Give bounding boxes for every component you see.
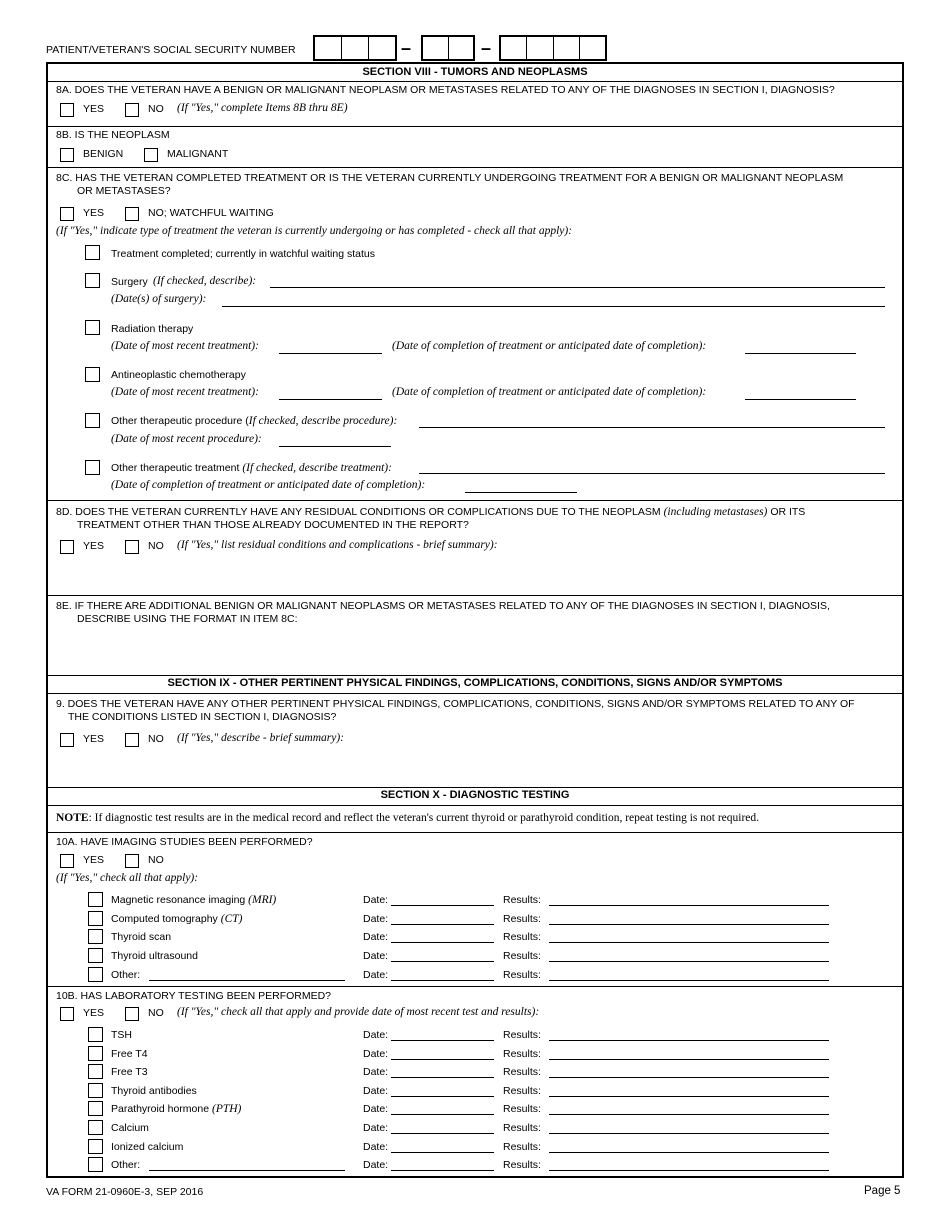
q8d-no-label: NO	[148, 540, 164, 552]
surgery-dates-field[interactable]	[222, 306, 885, 307]
q8b-malignant-checkbox[interactable]	[144, 148, 158, 162]
lab-free-t4-results-field[interactable]	[549, 1059, 829, 1060]
chemo-completion-date-field[interactable]	[745, 399, 856, 400]
lab-ionized-calcium-date-field[interactable]	[391, 1152, 494, 1153]
imaging-computed-tomography-label: Computed tomography (CT)	[111, 912, 243, 925]
other-procedure-date-field[interactable]	[279, 446, 391, 447]
imaging-thyroid-scan-label: Thyroid scan	[111, 931, 172, 944]
surgery-checkbox[interactable]	[85, 273, 100, 288]
q9-label: 9. DOES THE VETERAN HAVE ANY OTHER PERTINENT PHYSICAL FINDINGS, COMPLICATIONS, CONDITIONS, SIGNS AND/OR SYMPTOMS RELATED TO ANY OF	[56, 698, 855, 710]
lab-other-results-label: Results:	[503, 1159, 541, 1172]
form-number: VA FORM 21-0960E-3, SEP 2016	[46, 1186, 204, 1198]
chemo-recent-date-field[interactable]	[279, 399, 382, 400]
imaging-other-results-field[interactable]	[549, 980, 829, 981]
other-procedure-label: Other therapeutic procedure (If checked, describe procedure):	[111, 415, 398, 427]
lab-parathyroid-hormone-checkbox[interactable]	[88, 1101, 103, 1116]
lab-parathyroid-hormone-date-label: Date:	[363, 1103, 389, 1116]
imaging-thyroid-scan-results-label: Results:	[503, 931, 541, 944]
treatment-completed-checkbox[interactable]	[85, 245, 100, 260]
lab-other-label: Other:	[111, 1159, 141, 1172]
imaging-thyroid-ultrasound-date-field[interactable]	[391, 961, 494, 962]
ssn-dash: –	[401, 38, 412, 58]
lab-ionized-calcium-results-field[interactable]	[549, 1152, 829, 1153]
q10b-no-checkbox[interactable]	[125, 1007, 139, 1021]
q8c-no-label: NO; WATCHFUL WAITING	[148, 207, 274, 219]
imaging-magnetic-resonance-imaging-date-label: Date:	[363, 894, 389, 906]
imaging-thyroid-scan-date-field[interactable]	[391, 942, 494, 943]
lab-parathyroid-hormone-date-field[interactable]	[391, 1114, 494, 1115]
imaging-magnetic-resonance-imaging-results-label: Results:	[503, 894, 541, 906]
other-treatment-label: Other therapeutic treatment (If checked, describe treatment):	[111, 462, 392, 474]
ssn-field-serial[interactable]	[499, 35, 607, 61]
lab-parathyroid-hormone-results-label: Results:	[503, 1103, 541, 1116]
q9-yes-label: YES	[83, 733, 105, 745]
imaging-magnetic-resonance-imaging-checkbox[interactable]	[88, 892, 103, 907]
q8d-no-checkbox[interactable]	[125, 540, 139, 554]
lab-calcium-date-field[interactable]	[391, 1133, 494, 1134]
q9-label-cont: THE CONDITIONS LISTED IN SECTION I, DIAGNOSIS?	[68, 711, 337, 723]
q8c-note: (If "Yes," indicate type of treatment the veteran is currently undergoing or has completed - check all that apply):	[56, 225, 573, 237]
q8e-label: 8E. IF THERE ARE ADDITIONAL BENIGN OR MALIGNANT NEOPLASMS OR METASTASES RELATED TO ANY OF THE DIAGNOSES IN SECTION I, DIAGNOSIS,	[56, 600, 830, 612]
q8d-label-cont: TREATMENT OTHER THAN THOSE ALREADY DOCUMENTED IN THE REPORT?	[77, 519, 469, 531]
radiation-completion-label: (Date of completion of treatment or anticipated date of completion):	[392, 340, 707, 352]
lab-calcium-results-label: Results:	[503, 1122, 541, 1134]
surgery-label: Surgery	[111, 276, 148, 288]
q10a-no-label: NO	[148, 854, 164, 866]
lab-calcium-checkbox[interactable]	[88, 1120, 103, 1135]
imaging-thyroid-ultrasound-results-label: Results:	[503, 950, 541, 963]
lab-tsh-date-label: Date:	[363, 1029, 389, 1041]
lab-calcium-date-label: Date:	[363, 1122, 389, 1134]
q8a-yes-label: YES	[83, 103, 105, 115]
q10b-no-label: NO	[148, 1007, 164, 1019]
other-treatment-completion-label: (Date of completion of treatment or anticipated date of completion):	[111, 479, 426, 491]
q10a-no-checkbox[interactable]	[125, 854, 139, 868]
imaging-other-description-field[interactable]	[149, 980, 345, 981]
lab-parathyroid-hormone-label: Parathyroid hormone (PTH)	[111, 1103, 242, 1116]
imaging-computed-tomography-results-label: Results:	[503, 912, 541, 925]
lab-thyroid-antibodies-results-field[interactable]	[549, 1096, 829, 1097]
q10a-note: (If "Yes," check all that apply):	[56, 872, 199, 884]
imaging-magnetic-resonance-imaging-results-field[interactable]	[549, 905, 829, 906]
imaging-thyroid-ultrasound-checkbox[interactable]	[88, 948, 103, 963]
q8a-no-label: NO	[148, 103, 164, 115]
q9-note: (If "Yes," describe - brief summary):	[177, 732, 345, 744]
q10a-yes-label: YES	[83, 854, 105, 866]
q8d-yes-label: YES	[83, 540, 105, 552]
ssn-field-area[interactable]	[313, 35, 397, 61]
chemo-checkbox[interactable]	[85, 367, 100, 382]
lab-free-t3-label: Free T3	[111, 1066, 148, 1079]
imaging-other-date-field[interactable]	[391, 980, 494, 981]
q8a-note: (If "Yes," complete Items 8B thru 8E)	[177, 102, 348, 114]
radiation-recent-date-field[interactable]	[279, 353, 382, 354]
radiation-label: Radiation therapy	[111, 323, 194, 335]
q8c-label-cont: OR METASTASES?	[77, 185, 171, 197]
lab-tsh-results-label: Results:	[503, 1029, 541, 1041]
q10b-yes-checkbox[interactable]	[60, 1007, 74, 1021]
lab-calcium-label: Calcium	[111, 1122, 149, 1134]
lab-ionized-calcium-label: Ionized calcium	[111, 1140, 184, 1153]
q8c-label: 8C. HAS THE VETERAN COMPLETED TREATMENT OR IS THE VETERAN CURRENTLY UNDERGOING TREATMENT FOR A BENIGN OR MALIGNANT NEOPLASM	[56, 172, 844, 184]
lab-free-t3-results-field[interactable]	[549, 1077, 829, 1078]
imaging-thyroid-scan-results-field[interactable]	[549, 942, 829, 943]
q8a-label: 8A. DOES THE VETERAN HAVE A BENIGN OR MALIGNANT NEOPLASM OR METASTASES RELATED TO ANY OF THE DIAGNOSES IN SECTION I, DIAGNOSIS?	[56, 84, 835, 96]
q10b-yes-label: YES	[83, 1007, 105, 1019]
lab-other-date-field[interactable]	[391, 1170, 494, 1171]
q8b-benign-label: BENIGN	[83, 148, 124, 160]
other-procedure-checkbox[interactable]	[85, 413, 100, 428]
q10a-yes-checkbox[interactable]	[60, 854, 74, 868]
ssn-field-group[interactable]	[421, 35, 475, 61]
q8b-label: 8B. IS THE NEOPLASM	[56, 129, 170, 141]
page-number: Page 5	[864, 1185, 901, 1197]
q8d-yes-checkbox[interactable]	[60, 540, 74, 554]
lab-thyroid-antibodies-date-label: Date:	[363, 1084, 389, 1097]
lab-thyroid-antibodies-results-label: Results:	[503, 1084, 541, 1097]
treatment-completed-label: Treatment completed; currently in watchful waiting status	[111, 248, 375, 260]
lab-parathyroid-hormone-results-field[interactable]	[549, 1114, 829, 1115]
lab-free-t3-results-label: Results:	[503, 1066, 541, 1079]
imaging-computed-tomography-results-field[interactable]	[549, 924, 829, 925]
q10b-note: (If "Yes," check all that apply and provide date of most recent test and results):	[177, 1006, 540, 1018]
q10b-label: 10B. HAS LABORATORY TESTING BEEN PERFORMED?	[56, 990, 332, 1002]
other-procedure-description-field[interactable]	[419, 427, 885, 428]
lab-free-t4-label: Free T4	[111, 1047, 148, 1060]
section-9-title: SECTION IX - OTHER PERTINENT PHYSICAL FINDINGS, COMPLICATIONS, CONDITIONS, SIGNS AND/OR SYMPTOMS	[167, 677, 783, 689]
imaging-thyroid-scan-date-label: Date:	[363, 931, 389, 944]
q8a-yes-checkbox[interactable]	[60, 103, 74, 117]
lab-other-results-field[interactable]	[549, 1170, 829, 1171]
lab-tsh-checkbox[interactable]	[88, 1027, 103, 1042]
q8d-label: 8D. DOES THE VETERAN CURRENTLY HAVE ANY RESIDUAL CONDITIONS OR COMPLICATIONS DUE TO THE NEOPLASM (including metastases) OR ITS	[56, 506, 806, 518]
lab-ionized-calcium-date-label: Date:	[363, 1140, 389, 1153]
other-treatment-completion-date-field[interactable]	[465, 492, 577, 493]
lab-other-description-field[interactable]	[149, 1170, 345, 1171]
imaging-computed-tomography-date-label: Date:	[363, 912, 389, 925]
lab-free-t3-checkbox[interactable]	[88, 1064, 103, 1079]
lab-other-checkbox[interactable]	[88, 1157, 103, 1172]
q10a-label: 10A. HAVE IMAGING STUDIES BEEN PERFORMED?	[56, 836, 313, 848]
chemo-completion-label: (Date of completion of treatment or anticipated date of completion):	[392, 386, 707, 398]
radiation-recent-label: (Date of most recent treatment):	[111, 340, 259, 352]
surgery-description-field[interactable]	[270, 287, 885, 288]
lab-free-t4-checkbox[interactable]	[88, 1046, 103, 1061]
q8b-benign-checkbox[interactable]	[60, 148, 74, 162]
imaging-computed-tomography-date-field[interactable]	[391, 924, 494, 925]
radiation-completion-date-field[interactable]	[745, 353, 856, 354]
imaging-magnetic-resonance-imaging-label: Magnetic resonance imaging (MRI)	[111, 894, 277, 906]
other-procedure-recent-label: (Date of most recent procedure):	[111, 433, 262, 445]
lab-ionized-calcium-results-label: Results:	[503, 1140, 541, 1153]
lab-free-t3-date-field[interactable]	[391, 1077, 494, 1078]
lab-free-t4-results-label: Results:	[503, 1047, 541, 1060]
ssn-dash: –	[481, 38, 492, 58]
q9-yes-checkbox[interactable]	[60, 733, 74, 747]
q8d-note: (If "Yes," list residual conditions and complications - brief summary):	[177, 539, 498, 551]
imaging-magnetic-resonance-imaging-date-field[interactable]	[391, 905, 494, 906]
lab-calcium-results-field[interactable]	[549, 1133, 829, 1134]
q8a-no-checkbox[interactable]	[125, 103, 139, 117]
imaging-other-label: Other:	[111, 968, 141, 981]
lab-tsh-results-field[interactable]	[549, 1040, 829, 1041]
radiation-checkbox[interactable]	[85, 320, 100, 335]
q9-no-checkbox[interactable]	[125, 733, 139, 747]
q8c-yes-checkbox[interactable]	[60, 207, 74, 221]
section-10-title: SECTION X - DIAGNOSTIC TESTING	[380, 789, 570, 801]
imaging-thyroid-scan-checkbox[interactable]	[88, 929, 103, 944]
section-8-title: SECTION VIII - TUMORS AND NEOPLASMS	[362, 66, 588, 78]
lab-other-date-label: Date:	[363, 1159, 389, 1172]
imaging-computed-tomography-checkbox[interactable]	[88, 911, 103, 926]
other-treatment-description-field[interactable]	[419, 473, 885, 474]
q8b-malignant-label: MALIGNANT	[167, 148, 229, 160]
surgery-desc-label: (If checked, describe):	[153, 275, 257, 287]
lab-thyroid-antibodies-label: Thyroid antibodies	[111, 1084, 197, 1097]
q8c-yes-label: YES	[83, 207, 105, 219]
surgery-dates-label: (Date(s) of surgery):	[111, 293, 207, 305]
imaging-thyroid-ultrasound-date-label: Date:	[363, 950, 389, 963]
lab-free-t4-date-field[interactable]	[391, 1059, 494, 1060]
imaging-other-date-label: Date:	[363, 968, 389, 981]
q8e-label-cont: DESCRIBE USING THE FORMAT IN ITEM 8C:	[77, 613, 298, 625]
lab-tsh-date-field[interactable]	[391, 1040, 494, 1041]
q8c-no-checkbox[interactable]	[125, 207, 139, 221]
chemo-label: Antineoplastic chemotherapy	[111, 369, 246, 381]
ssn-label: PATIENT/VETERAN'S SOCIAL SECURITY NUMBER	[46, 44, 296, 56]
q9-no-label: NO	[148, 733, 164, 745]
imaging-other-results-label: Results:	[503, 968, 541, 981]
chemo-recent-label: (Date of most recent treatment):	[111, 386, 259, 398]
other-treatment-checkbox[interactable]	[85, 460, 100, 475]
lab-ionized-calcium-checkbox[interactable]	[88, 1139, 103, 1154]
imaging-thyroid-ultrasound-label: Thyroid ultrasound	[111, 950, 198, 963]
lab-free-t4-date-label: Date:	[363, 1047, 389, 1060]
section-10-note: NOTE: If diagnostic test results are in the medical record and reflect the veteran's current thyroid or parathyroid condition, repeat testing is not required.	[56, 812, 760, 824]
imaging-thyroid-ultrasound-results-field[interactable]	[549, 961, 829, 962]
lab-thyroid-antibodies-date-field[interactable]	[391, 1096, 494, 1097]
lab-free-t3-date-label: Date:	[363, 1066, 389, 1079]
lab-thyroid-antibodies-checkbox[interactable]	[88, 1083, 103, 1098]
imaging-other-checkbox[interactable]	[88, 967, 103, 982]
lab-tsh-label: TSH	[111, 1029, 132, 1041]
